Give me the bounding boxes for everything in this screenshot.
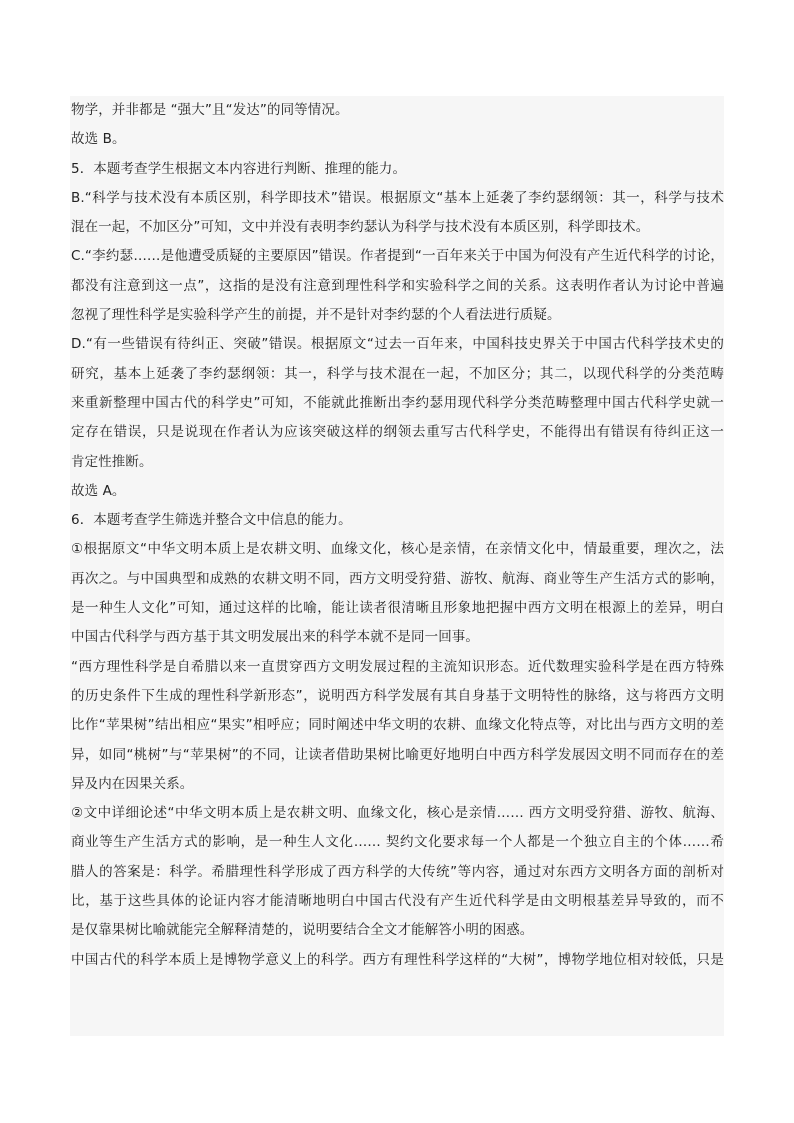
text-line: 5．本题考查学生根据文本内容进行判断、推理的能力。 — [71, 160, 407, 177]
text-line: 肯定性推断。 — [71, 453, 153, 470]
text-line: 都没有注意到这一点”，这指的是没有注意到理性科学和实验科学之间的关系。这表明作者认为讨论中普遍 — [71, 277, 724, 294]
text-line: B.“科学与技术没有本质区别，科学即技术”错误。根据原文“基本上延袭了李约瑟纲领：其一，科学与技术 — [71, 189, 724, 206]
text-line: 定存在错误，只是说现在作者认为应该突破这样的纲领去重写古代科学史，不能得出有错误有待纠正这一 — [71, 424, 724, 441]
text-line: 6．本题考查学生筛选并整合文中信息的能力。 — [71, 512, 352, 529]
text-line: 腊人的答案是：科学。希腊理性科学形成了西方科学的大传统”等内容，通过对东西方文明各方面的剖析对 — [71, 863, 724, 880]
text-line: 的历史条件下生成的理性科学新形态”，说明西方科学发展有其自身基于文明特性的脉络，这与将西方文明 — [71, 687, 724, 704]
text-line: “西方理性科学是自希腊以来一直贯穿西方文明发展过程的主流知识形态。近代数理实验科学是在西方特殊 — [71, 658, 724, 675]
text-line: 比作“苹果树”结出相应“果实”相呼应；同时阐述中华文明的农耕、血缘文化特点等，对比出与西方文明的差 — [71, 717, 724, 734]
text-line: ①根据原文“中华文明本质上是农耕文明、血缘文化，核心是亲情，在亲情文化中，情最重要，理次之，法 — [71, 541, 724, 558]
text-line: C.“李约瑟……是他遭受质疑的主要原因”错误。作者提到“一百年来关于中国为何没有产生近代科学的讨论， — [71, 248, 724, 265]
text-line: 中国古代科学与西方基于其文明发展出来的科学本就不是同一回事。 — [71, 629, 479, 646]
text-line: ②文中详细论述“中华文明本质上是农耕文明、血缘文化，核心是亲情…… 西方文明受狩猎、游牧、航海、 — [71, 805, 724, 822]
text-line: 忽视了理性科学是实验科学产生的前提，并不是针对李约瑟的个人看法进行质疑。 — [71, 307, 561, 324]
text-line: 再次之。与中国典型和成熟的农耕文明不同，西方文明受狩猎、游牧、航海、商业等生产生活方式的影响， — [71, 570, 724, 587]
text-line: 是仅靠果树比喻就能完全解释清楚的，说明要结合全文才能解答小明的困惑。 — [71, 922, 534, 939]
text-line: D.“有一些错误有待纠正、突破”错误。根据原文“过去一百年来，中国科技史界关于中国古代科学技术史的 — [71, 336, 724, 353]
text-line: 故选 A。 — [71, 482, 126, 499]
text-line: 来重新整理中国古代的科学史”可知，不能就此推断出李约瑟用现代科学分类范畴整理中国古代科学史就一 — [71, 394, 724, 411]
text-line: 商业等生产生活方式的影响，是一种生人文化…… 契约文化要求每一个人都是一个独立自主的个体……希 — [71, 834, 724, 851]
text-line: 是一种生人文化”可知，通过这样的比喻，能让读者很清晰且形象地把握中西方文明在根源上的差异，明白 — [71, 600, 724, 617]
text-line: 研究，基本上延袭了李约瑟纲领：其一，科学与技术混在一起，不加区分；其二，以现代科学的分类范畴 — [71, 365, 724, 382]
text-line: 混在一起，不加区分”可知，文中并没有表明李约瑟认为科学与技术没有本质区别，科学即技术。 — [71, 219, 650, 236]
text-line: 异，如同“桃树”与“苹果树”的不同，让读者借助果树比喻更好地明白中西方科学发展因文明不同而存在的差 — [71, 746, 724, 763]
text-line: 物学，并非都是 “强大”且“发达”的同等情况。 — [71, 102, 349, 118]
text-line: 比，基于这些具体的论证内容才能清晰地明白中国古代没有产生近代科学是由文明根基差异导致的，而不 — [71, 893, 724, 910]
document-page — [70, 96, 724, 1036]
text-line: 异及内在因果关系。 — [71, 775, 194, 792]
text-line: 中国古代的科学本质上是博物学意义上的科学。西方有理性科学这样的“大树”，博物学地位相对较低，只是 — [71, 951, 724, 968]
text-line: 故选 B。 — [71, 131, 126, 148]
